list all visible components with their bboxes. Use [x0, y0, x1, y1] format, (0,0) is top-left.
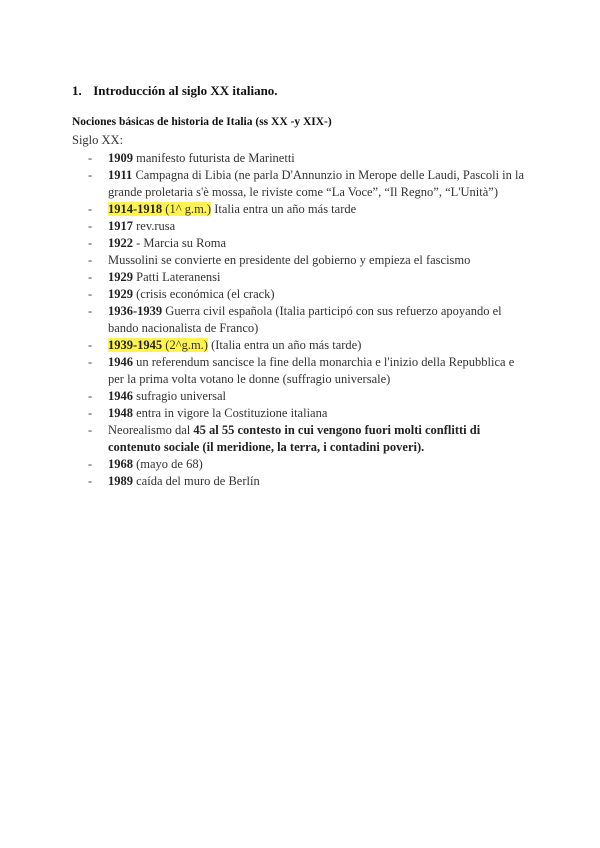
- timeline-item: [72, 473, 532, 490]
- timeline-text: manifesto futurista de Marinetti: [133, 151, 295, 165]
- list-dash: -: [88, 304, 93, 318]
- timeline-text: un referendum sancisce la fine della monarchia e l'inizio della Repubblica e per la prima volta votano le donne (suffragio universale): [108, 355, 515, 386]
- timeline-year: 1939-1945: [108, 338, 163, 352]
- subheading: Nociones básicas de historia de Italia (ss XX -y XIX-): [72, 116, 332, 128]
- timeline-year: 1909: [108, 151, 133, 165]
- timeline-text: Italia entra un año más tarde: [211, 202, 357, 216]
- timeline-text: (Italia entra un año más tarde): [207, 338, 362, 352]
- timeline-year: 1948: [108, 406, 133, 420]
- list-dash: -: [88, 355, 93, 369]
- timeline-item: [72, 303, 532, 337]
- timeline-note: (1^ g.m.): [162, 202, 212, 216]
- timeline-text: entra in vigore la Costituzione italiana: [133, 406, 328, 420]
- timeline-item-content: [108, 355, 514, 386]
- timeline-item: [72, 388, 532, 405]
- list-dash: -: [88, 287, 93, 301]
- list-dash: -: [88, 202, 93, 216]
- timeline-note: (2^g.m.): [162, 338, 208, 352]
- highlight-mark: [108, 338, 208, 352]
- timeline-item: [72, 269, 532, 286]
- timeline-item-content: [108, 406, 327, 420]
- timeline-item: [72, 456, 532, 473]
- timeline-text: Campagna di Libia (ne parla D'Annunzio in Merope delle Laudi, Pascoli in la grande proletaria s'è mossa, le riviste come “La Voce”, “Il Regno”, “L'Unità”): [108, 168, 525, 199]
- timeline-year: 1929: [108, 287, 133, 301]
- timeline-item: [72, 218, 532, 235]
- timeline-text: rev.rusa: [133, 219, 176, 233]
- timeline-year: 1914-1918: [108, 202, 163, 216]
- highlight-mark: [108, 202, 211, 216]
- timeline-text: (mayo de 68): [133, 457, 203, 471]
- intro-label: Siglo XX:: [72, 133, 124, 147]
- timeline-item: [72, 252, 532, 269]
- section-title: Introducción al siglo XX italiano.: [93, 83, 278, 98]
- timeline-text: caída del muro de Berlín: [133, 474, 260, 488]
- timeline-item: [72, 405, 532, 422]
- timeline-item: [72, 337, 532, 354]
- timeline-text: - Marcia su Roma: [133, 236, 227, 250]
- list-dash: -: [88, 389, 93, 403]
- list-dash: -: [88, 151, 93, 165]
- timeline-item-content: [108, 474, 260, 488]
- timeline-item: [72, 286, 532, 303]
- timeline-item: [72, 354, 532, 388]
- list-dash: -: [88, 474, 93, 488]
- timeline-year: 1946: [108, 355, 133, 369]
- timeline-item-content: [108, 287, 275, 301]
- section-heading: [72, 83, 278, 99]
- timeline-year: 1929: [108, 270, 133, 284]
- timeline-item-content: [108, 338, 361, 352]
- timeline-text: sufragio universal: [133, 389, 227, 403]
- timeline-text-bold: 45 al 55 contesto in cui vengono fuori molti conflitti di contenuto sociale (il meridione, la terra, i contadini poveri).: [108, 423, 481, 454]
- list-dash: -: [88, 270, 93, 284]
- timeline-text: (crisis económica (el crack): [133, 287, 275, 301]
- timeline-year: 1922: [108, 236, 133, 250]
- timeline-item-content: [108, 270, 220, 284]
- timeline-item-content: [108, 423, 480, 454]
- timeline-text: Mussolini se convierte en presidente del gobierno y empieza el fascismo: [108, 253, 471, 267]
- list-dash: -: [88, 457, 93, 471]
- list-dash: -: [88, 338, 93, 352]
- timeline-text: Neorealismo dal: [108, 423, 194, 437]
- list-dash: -: [88, 406, 93, 420]
- timeline-item: [72, 201, 532, 218]
- timeline-item: [72, 235, 532, 252]
- timeline-item-content: [108, 389, 226, 403]
- timeline-item-content: [108, 236, 226, 250]
- timeline-year: 1946: [108, 389, 133, 403]
- timeline-item: [72, 422, 532, 456]
- timeline-item-content: [108, 202, 356, 216]
- timeline-item-content: [108, 253, 470, 267]
- timeline-year: 1911: [108, 168, 133, 182]
- timeline-year: 1968: [108, 457, 133, 471]
- list-dash: -: [88, 219, 93, 233]
- timeline-year: 1936-1939: [108, 304, 163, 318]
- timeline-item: [72, 167, 532, 201]
- timeline-item-content: [108, 219, 175, 233]
- timeline-text: Patti Lateranensi: [133, 270, 221, 284]
- list-dash: -: [88, 423, 93, 437]
- timeline-item-content: [108, 304, 502, 335]
- list-dash: -: [88, 253, 93, 267]
- timeline-text: Guerra civil española (Italia participó con sus refuerzo apoyando el bando nacionalista de Franco): [108, 304, 502, 335]
- list-dash: -: [88, 168, 93, 182]
- timeline-year: 1989: [108, 474, 133, 488]
- timeline-item: [72, 150, 532, 167]
- timeline-item-content: [108, 168, 524, 199]
- timeline-item-content: [108, 151, 295, 165]
- timeline-item-content: [108, 457, 203, 471]
- list-dash: -: [88, 236, 93, 250]
- timeline-list: [72, 150, 532, 490]
- section-number: 1.: [72, 83, 82, 98]
- timeline-year: 1917: [108, 219, 133, 233]
